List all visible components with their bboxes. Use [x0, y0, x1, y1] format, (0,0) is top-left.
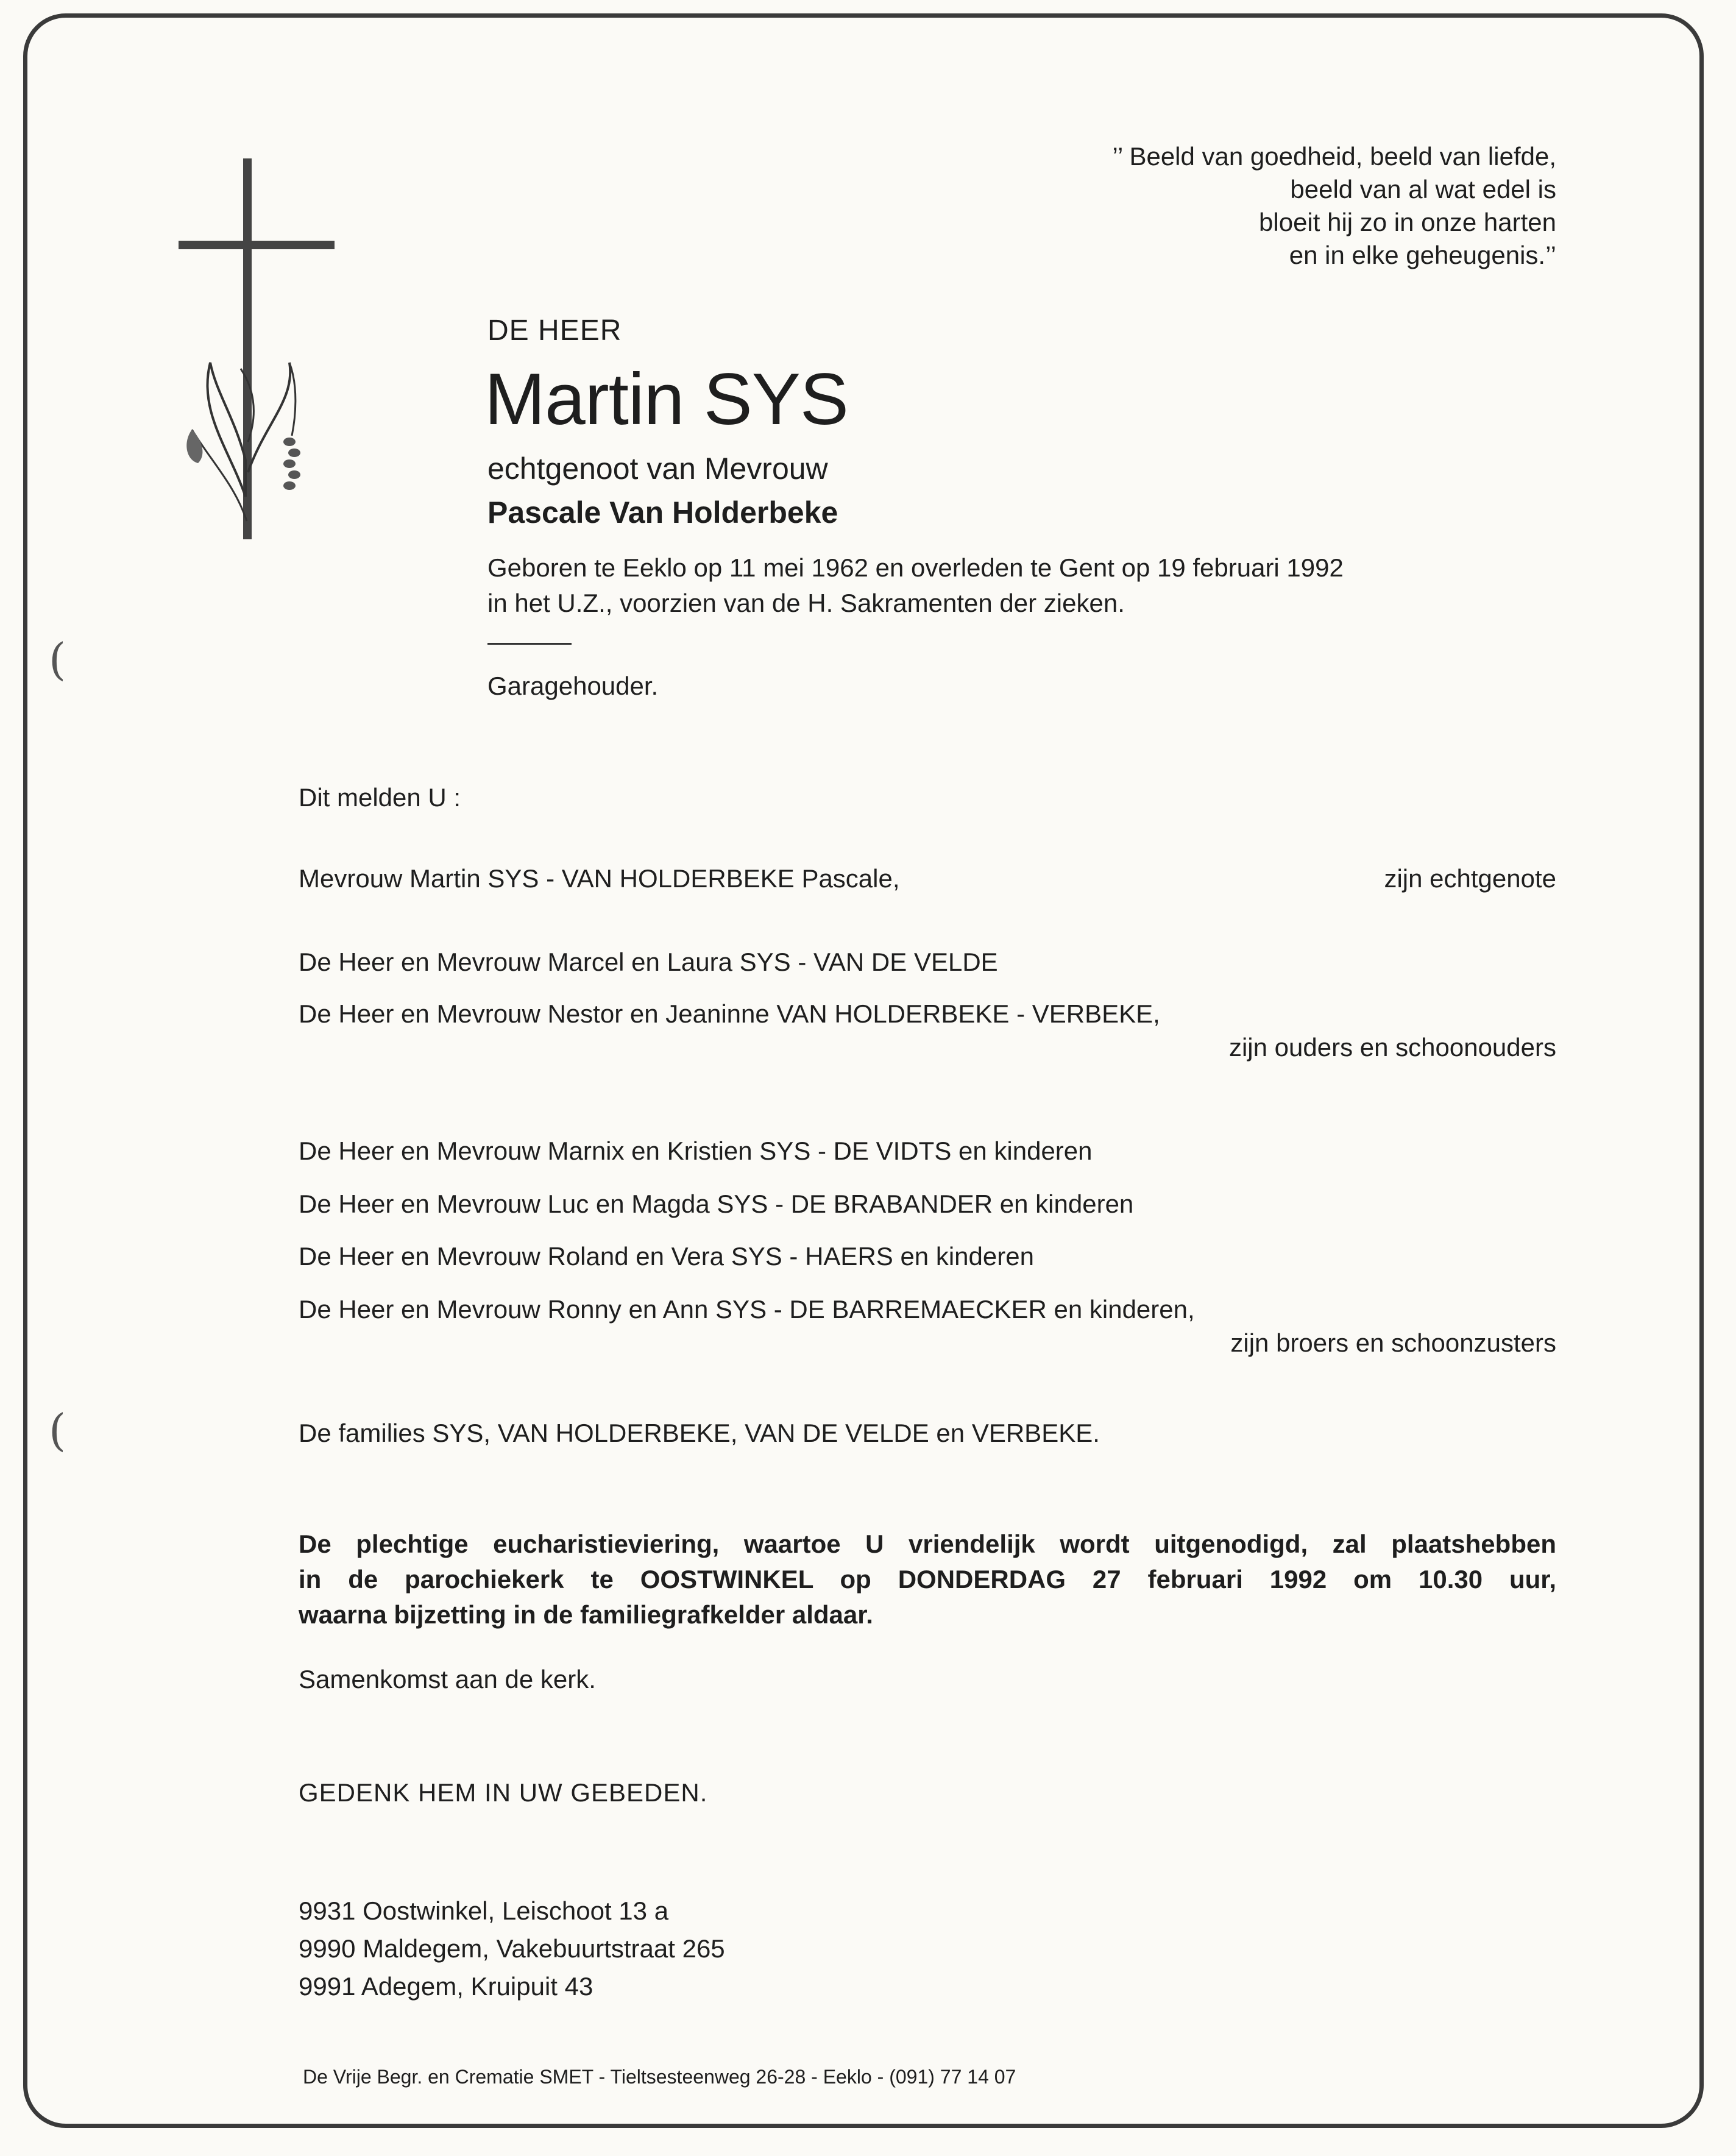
quote-line: bloeit hij zo in onze harten: [1259, 208, 1556, 236]
quote-line: ’’ Beeld van goedheid, beeld van liefde,: [1112, 142, 1556, 171]
relative-line: De Heer en Mevrouw Marnix en Kristien SYS - DE VIDTS en kinderen: [299, 1137, 1093, 1165]
relative-line: De Heer en Mevrouw Nestor en Jeaninne VAN HOLDERBEKE - VERBEKE,: [299, 999, 1160, 1028]
relation-label: zijn ouders en schoonouders: [1228, 1033, 1556, 1062]
funeral-home-footer: De Vrije Begr. en Crematie SMET - Tieltsesteenweg 26-28 - Eeklo - (091) 77 14 07: [303, 2066, 1016, 2088]
meeting-note: Samenkomst aan de kerk.: [299, 1665, 596, 1693]
hole-punch-mark: (: [49, 634, 66, 685]
relative-line: De Heer en Mevrouw Marcel en Laura SYS - VAN DE VELDE: [299, 948, 998, 976]
relation-label: zijn echtgenote: [1384, 864, 1556, 893]
service-line: De plechtige eucharistieviering, waartoe U vriendelijk wordt uitgenodigd, zal plaatshebben: [299, 1530, 1556, 1558]
birth-death-line: in het U.Z., voorzien van de H. Sakramenten der zieken.: [487, 589, 1125, 617]
relative-line: De Heer en Mevrouw Roland en Vera SYS - HAERS en kinderen: [299, 1242, 1034, 1271]
honorific: DE HEER: [487, 314, 622, 347]
address-list: [299, 1892, 725, 2005]
relative-line: De Heer en Mevrouw Luc en Magda SYS - DE BRABANDER en kinderen: [299, 1190, 1134, 1218]
service-line: waarna bijzetting in de familiegrafkelder aldaar.: [299, 1600, 873, 1629]
relative-line: De Heer en Mevrouw Ronny en Ann SYS - DE BARREMAECKER en kinderen,: [299, 1295, 1195, 1324]
birth-death-details: [487, 550, 1344, 621]
divider: [487, 643, 572, 645]
families-line: De families SYS, VAN HOLDERBEKE, VAN DE VELDE en VERBEKE.: [299, 1419, 1100, 1447]
relation-label: zijn broers en schoonzusters: [1230, 1328, 1556, 1357]
address-line: 9990 Maldegem, Vakebuurtstraat 265: [299, 1934, 725, 1963]
birth-death-line: Geboren te Eeklo op 11 mei 1962 en overleden te Gent op 19 februari 1992: [487, 553, 1344, 582]
hole-punch-mark: (: [49, 1405, 66, 1456]
address-line: 9931 Oostwinkel, Leischoot 13 a: [299, 1896, 669, 1925]
quote-line: beeld van al wat edel is: [1290, 175, 1556, 204]
address-line: 9991 Adegem, Kruipuit 43: [299, 1972, 593, 2001]
spouse-name: Pascale Van Holderbeke: [487, 495, 838, 530]
service-line: in de parochiekerk te OOSTWINKEL op DONDERDAG 27 februari 1992 om 10.30 uur,: [299, 1565, 1556, 1594]
spouse-intro: echtgenoot van Mevrouw: [487, 452, 828, 486]
relative-spouse: Mevrouw Martin SYS - VAN HOLDERBEKE Pascale,: [299, 864, 900, 893]
occupation: Garagehouder.: [487, 672, 659, 700]
prayer-request: GEDENK HEM IN UW GEBEDEN.: [299, 1778, 708, 1807]
memorial-quote: [1112, 140, 1556, 272]
service-details: [299, 1527, 1556, 1633]
announcement: Dit melden U :: [299, 783, 461, 812]
quote-line: en in elke geheugenis.’’: [1289, 241, 1556, 269]
cross-with-wheat-icon: [174, 155, 338, 545]
deceased-name: Martin SYS: [484, 358, 848, 440]
